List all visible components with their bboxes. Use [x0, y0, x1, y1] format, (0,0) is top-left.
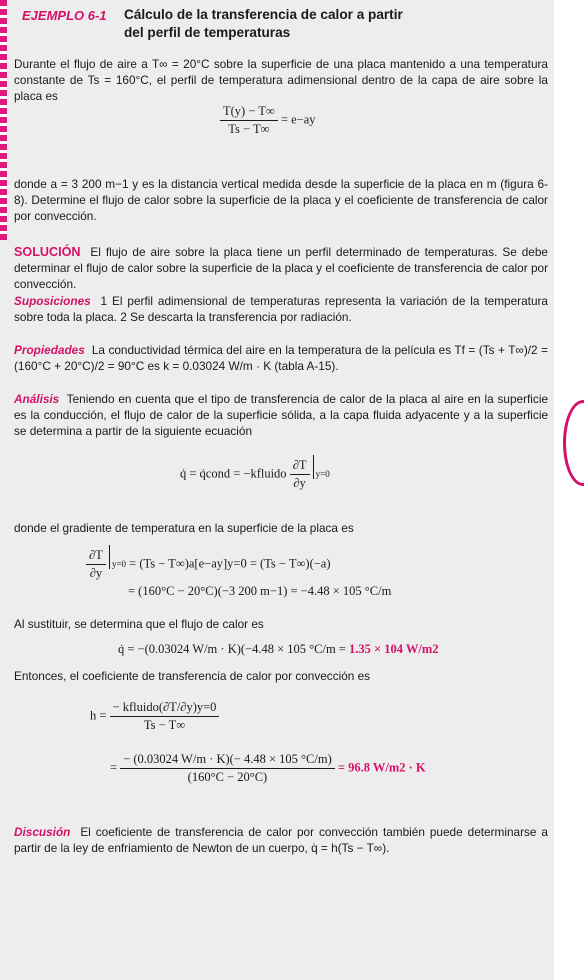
- margin-figure-mark: [563, 400, 584, 486]
- eq6-numerator: − (0.03024 W/m · K)(− 4.48 × 105 °C/m): [120, 752, 335, 769]
- eq2-subscript: y=0: [313, 455, 330, 479]
- analysis-paragraph: [14, 391, 548, 440]
- solution-label: SOLUCIÓN: [14, 245, 81, 259]
- eq5-denominator: Ts − T∞: [143, 718, 186, 732]
- gradient-text: donde el gradiente de temperatura en la superficie de la placa es: [14, 521, 354, 535]
- properties-text: La conductividad térmica del aire en la temperatura de la película es Tf = (Ts + T∞)/2 = (160°C + 20°C)/2 = 90°C es k = 0.03024 W/m · K (tabla A-15).: [14, 343, 549, 374]
- eq3-subscript: y=0: [109, 545, 126, 569]
- problem-statement: donde a = 3 200 m−1 y es la distancia vertical medida desde la superficie de la placa en m (figura 6-8). Determine el flujo de calor sobre la superficie de la placa y el coeficiente de transferencia de calor por convección.: [14, 177, 548, 224]
- equation-gradient: [86, 548, 331, 581]
- equation-h-definition: [90, 700, 219, 733]
- eq6-denominator: (160°C − 20°C): [187, 770, 268, 784]
- assumptions-paragraph: [14, 293, 548, 325]
- eq3-denominator: ∂y: [89, 566, 103, 580]
- then-text: Entonces, el coeficiente de transferencia de calor por convección es: [14, 669, 371, 683]
- substitute-text: Al sustituir, se determina que el flujo de calor es: [14, 617, 264, 631]
- equation-temperature-profile: [220, 104, 316, 137]
- eq3-numerator: ∂T: [86, 548, 106, 565]
- decorative-side-stripe: [0, 0, 7, 240]
- eq1-numerator: T(y) − T∞: [220, 104, 278, 121]
- eq6-equals: =: [110, 760, 118, 775]
- eq3-rhs: = (Ts − T∞)a[e−ay]y=0 = (Ts − T∞)(−a): [129, 556, 331, 571]
- solution-paragraph: [14, 244, 548, 293]
- eq1-denominator: Ts − T∞: [228, 122, 270, 136]
- h-result: = 96.8 W/m2 · K: [337, 760, 426, 775]
- properties-paragraph: [14, 342, 548, 374]
- discussion-text: El coeficiente de transferencia de calor por convección también puede determinarse a partir de la ley de enfriamiento de Newton de un cuerpo, q̇ = h(Ts − T∞).: [14, 825, 548, 856]
- eq5-lhs: h =: [90, 708, 107, 723]
- eq5-numerator: − kfluido(∂T/∂y)y=0: [110, 700, 220, 717]
- assumptions-text: 1 El perfil adimensional de temperaturas representa la variación de la temperatura sobre toda la placa. 2 Se descarta la transferencia por radiación.: [14, 294, 548, 325]
- eq2-denominator: ∂y: [293, 476, 306, 490]
- discussion-paragraph: [14, 824, 548, 856]
- equation-heat-flux-definition: [180, 458, 330, 491]
- solution-text: El flujo de aire sobre la placa tiene un perfil determinado de temperaturas. Se debe determinar el flujo de calor sobre la superficie de la placa y el coeficiente de transferencia de calor por convección.: [14, 245, 548, 292]
- equation-h-result: [110, 752, 426, 785]
- eq2-numerator: ∂T: [290, 458, 310, 475]
- example-title: Cálculo de la transferencia de calor a partir del perfil de temperaturas: [124, 7, 403, 40]
- assumptions-label: Suposiciones: [14, 294, 91, 308]
- heat-flux-result: 1.35 × 104 W/m2: [348, 642, 439, 656]
- analysis-label: Análisis: [14, 392, 60, 406]
- eq4-expression: q̇ = −(0.03024 W/m · K)(−4.48 × 105 °C/m =: [118, 642, 346, 656]
- equation-gradient-line2: = (160°C − 20°C)(−3 200 m−1) = −4.48 × 105 °C/m: [128, 584, 392, 598]
- analysis-text: Teniendo en cuenta que el tipo de transferencia de calor de la placa al aire en la superficie es la conducción, el flujo de calor de la superficie sólida, a la capa fluida adyacente y a la superficie se determina a partir de la siguiente ecuación: [14, 392, 549, 439]
- equation-heat-flux-result: [118, 642, 439, 657]
- eq1-rhs: = e−ay: [280, 112, 316, 127]
- discussion-label: Discusión: [14, 825, 71, 839]
- example-label: EJEMPLO 6-1: [22, 8, 107, 23]
- eq2-lhs: q̇ = q̇cond = −kfluido: [180, 466, 287, 481]
- intro-paragraph: Durante el flujo de aire a T∞ = 20°C sobre la superficie de una placa mantenido a una temperatura constante de Ts = 160°C, el perfil de temperatura adimensional dentro de la capa de aire sobre la placa es: [14, 57, 548, 104]
- properties-label: Propiedades: [14, 343, 85, 357]
